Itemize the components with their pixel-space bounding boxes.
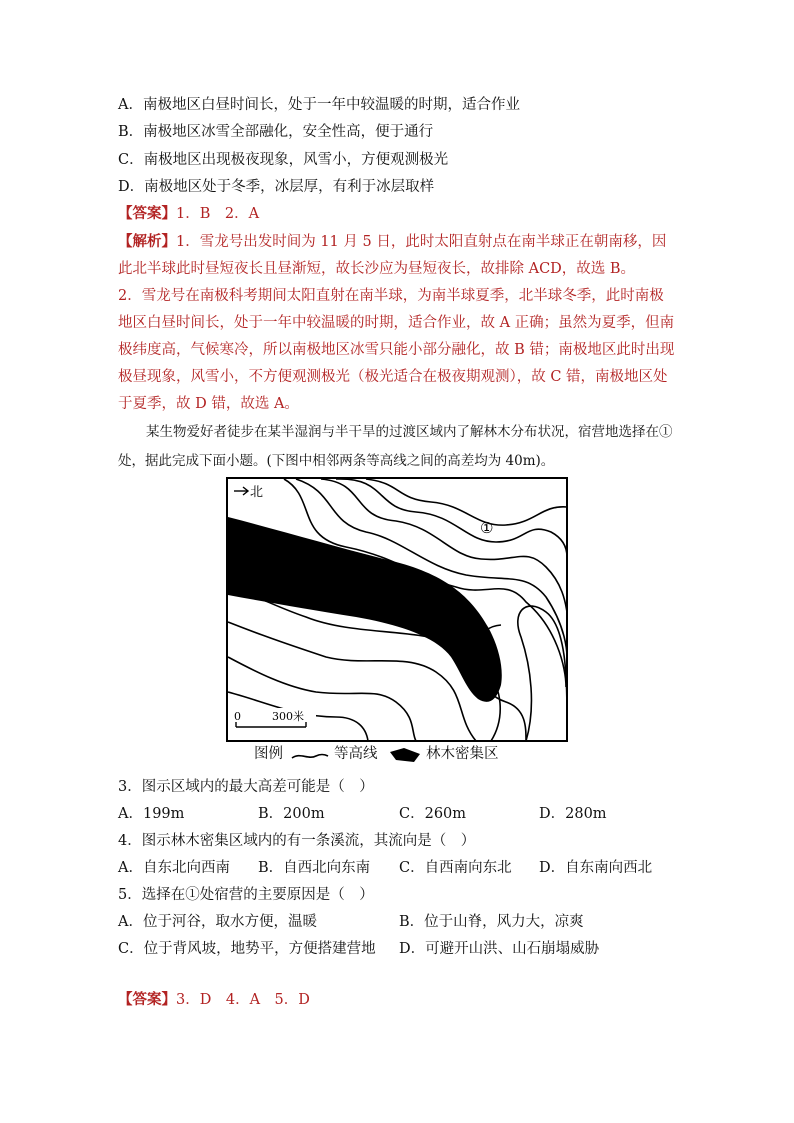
option-c-prev: C．南极地区出现极夜现象，风雪小，方便观测极光 <box>118 152 449 168</box>
q3-option-d: D．280m <box>539 806 607 822</box>
scale-value: 300米 <box>272 710 304 723</box>
q4-option-a: A．自东北向西南 <box>118 860 230 876</box>
contour-map-svg <box>226 477 568 742</box>
answer-tag: 【答案】 <box>118 205 176 222</box>
legend-contour-label: 等高线 <box>334 746 378 762</box>
q3-option-a: A．199m <box>118 806 185 822</box>
q5-option-d: D．可避开山洪、山石崩塌威胁 <box>399 941 600 957</box>
question-intro: 某生物爱好者徒步在某半湿润与半干旱的过渡区域内了解林木分布状况，宿营地选择在①处，据此完成下面小题。(下图中相邻两条等高线之间的高差均为 40m)。 <box>118 424 673 469</box>
legend-title: 图例 <box>254 746 283 762</box>
option-a-prev: A．南极地区白昼时间长，处于一年中较温暖的时期，适合作业 <box>118 97 520 113</box>
option-d-prev: D．南极地区处于冬季，冰层厚，有利于冰层取样 <box>118 179 435 195</box>
q5-option-a: A．位于河谷，取水方便，温暖 <box>118 914 317 930</box>
q3-option-b: B．200m <box>258 806 325 822</box>
analysis-text-1: 1．雪龙号出发时间为 11 月 5 日，此时太阳直射点在南半球正在朝南移，因此北半球此时昼短夜长且昼渐短，故长沙应为昼短夜长，故排除 ACD，故选 B。 <box>118 234 667 277</box>
analysis-p1 <box>118 228 678 283</box>
north-label: 北 <box>250 485 264 500</box>
q3-option-c: C．260m <box>399 806 467 822</box>
legend-forest-label: 林木密集区 <box>426 746 499 762</box>
answer-text: 1．B 2．A <box>176 206 260 222</box>
site-label: ① <box>480 519 494 537</box>
contour-map <box>226 477 568 742</box>
q4-stem: 4．图示林木密集区域内的有一条溪流，其流向是（ ） <box>118 833 476 849</box>
answer-text-2: 3．D 4．A 5．D <box>176 992 310 1008</box>
answer-block-2 <box>118 990 310 1010</box>
answer-block-1 <box>118 204 259 224</box>
option-b-prev: B．南极地区冰雪全部融化，安全性高，便于通行 <box>118 124 434 140</box>
q3-stem: 3．图示区域内的最大高差可能是（ ） <box>118 779 374 795</box>
q4-option-c: C．自西南向东北 <box>399 860 512 876</box>
q5-stem: 5．选择在①处宿营的主要原因是（ ） <box>118 887 374 903</box>
q4-option-b: B．自西北向东南 <box>258 860 371 876</box>
q5-option-b: B．位于山脊，风力大，凉爽 <box>399 914 584 930</box>
analysis-p2: 2．雪龙号在南极科考期间太阳直射在南半球，为南半球夏季，北半球冬季，此时南极地区白昼时间长，处于一年中较温暖的时期，适合作业，故 A 正确；虽然为夏季，但南极纬度高，气候寒冷，所以南极地区冰雪只能小部分融化，故 B 错；南极地区此时出现极昼现象，风雪小，不方便观测极光（极光适合在极夜期观测），故 C 错，南极地区处于夏季，故 D 错，故选 A。 <box>118 288 675 412</box>
answer-tag-2: 【答案】 <box>118 991 176 1008</box>
legend-contour-icon <box>290 750 330 762</box>
scale-zero: 0 <box>234 710 241 723</box>
q5-option-c: C．位于背风坡，地势平，方便搭建营地 <box>118 941 376 957</box>
analysis-tag: 【解析】 <box>118 233 176 250</box>
q4-option-d: D．自东南向西北 <box>539 860 653 876</box>
legend-forest-icon <box>388 746 422 764</box>
